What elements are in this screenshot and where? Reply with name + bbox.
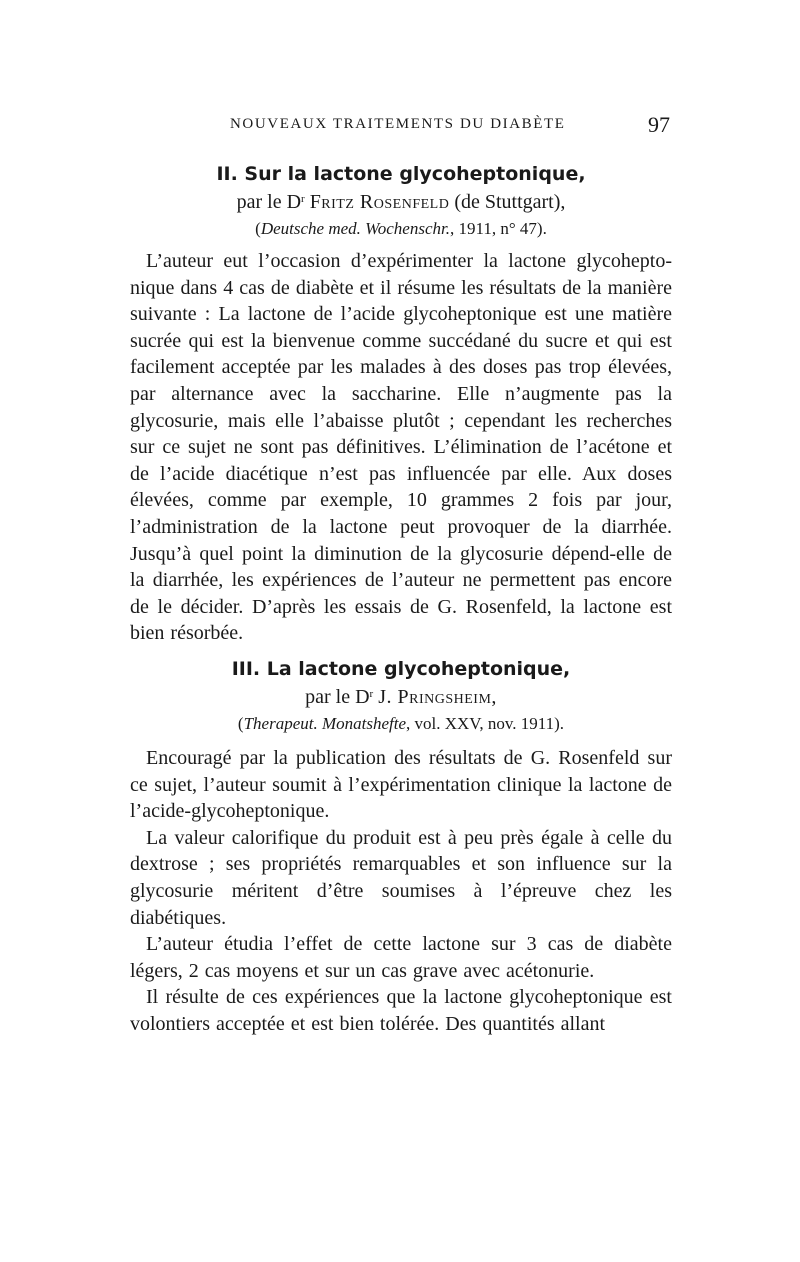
citation-open: ( [237,714,244,733]
byline-suffix: (de Stuttgart), [454,191,566,213]
running-head [130,114,672,144]
running-title: NOUVEAUX TRAITEMENTS DU DIABÈTE [230,116,566,132]
citation-rest: , vol. XXV, nov. 1911). [406,714,565,733]
section-ii [130,160,672,647]
citation-rest: , 1911, n° 47). [450,219,547,238]
page-number: 97 [648,112,670,137]
citation-journal: Deutsche med. Wochenschr. [260,219,450,238]
section-iii [130,655,672,1038]
section-ii-byline [130,188,672,216]
byline-prefix: par le D [236,191,302,213]
section-iii-title: III. La lactone glycoheptonique, [231,658,571,680]
byline-prefix: par le D [305,686,370,708]
citation-journal: Therapeut. Monatshefte [243,714,407,733]
citation-open: ( [255,219,261,238]
section-iii-citation [130,711,672,737]
author-name: J. Pringsheim, [378,686,497,708]
body-paragraph: L’auteur étudia l’effet de cette lactone sur 3 cas de diabète légers, 2 cas moyens et sur un cas grave avec acétonurie. [130,933,672,982]
author-name: Fritz Rosenfeld [309,191,450,213]
body-paragraph: L’auteur eut l’occasion d’expérimenter la lactone glycohepto-nique dans 4 cas de diabète et il résume les résultats de la manière suivante : La lactone de l’acide glycoheptonique est une matière sucrée qui est la bienvenue comme succédané du sucre et qui est facilement acceptée par les malades à des doses pas trop élevées, par alternance avec la saccharine. Elle n’augmente pas la glycosurie, mais elle l’abaisse plutôt ; cependant les recherches sur ce sujet ne sont pas définitives. L’élimination de l’acétone et de l’acide diacétique n’est pas influencée par elle. Aux doses élevées, comme par exemple, 10 grammes 2 fois par jour, l’administration de la lactone peut provoquer de la diarrhée. Jusqu’à quel point la diminution de la glycosurie dépend-elle de la diarrhée, les expériences de l’auteur ne permettent pas encore de le décider. D’après les essais de G. Rosenfeld, la lactone est bien résorbée. [130,250,672,645]
byline-sup: r [369,688,374,700]
body-paragraph: Il résulte de ces expériences que la lactone glycoheptonique est volontiers acceptée et est bien tolérée. Des quantités allant [130,986,672,1035]
section-iii-byline [130,683,672,711]
section-ii-citation [130,216,672,242]
byline-sup: r [301,193,305,205]
body-paragraph: La valeur calorifique du produit est à peu près égale à celle du dextrose ; ses propriétés remarquables et son influence sur la glycosurie méritent d’être soumises à l’épreuve chez les diabétiques. [130,826,672,929]
body-paragraph: Encouragé par la publication des résultats de G. Rosenfeld sur ce sujet, l’auteur soumit à l’expérimentation clinique la lactone de l’acide-glycoheptonique. [130,747,672,823]
section-ii-title: II. Sur la lactone glycoheptonique, [216,163,586,185]
